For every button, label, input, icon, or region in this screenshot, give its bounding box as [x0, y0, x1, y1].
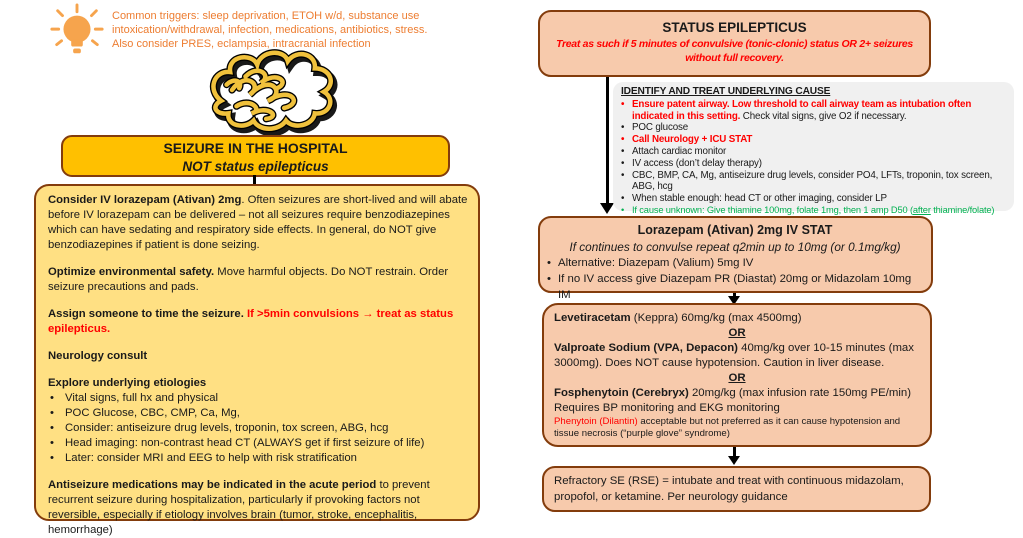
monitoring-line: Requires BP monitoring and EKG monitoring	[554, 402, 780, 414]
ensure-airway-bullet	[621, 99, 1006, 123]
time-seizure-paragraph	[48, 307, 468, 337]
cardiac-monitor-label: Attach cardiac monitor	[632, 145, 727, 157]
arrow-head-icon	[728, 456, 740, 465]
bullet-marker	[48, 451, 65, 466]
phenytoin-rest: acceptable but not preferred as it can cause hypotension and tissue necrosis (“purple glove” syndrome)	[554, 416, 901, 439]
ensure-airway-rest: Check vital signs, give O2 if necessary.	[740, 110, 907, 122]
bullet-marker	[547, 255, 558, 271]
common-triggers-note: Common triggers: sleep deprivation, ETOH w/d, substance use intoxication/withdrawal, infection, medications, antibiotics, stress. Also consider PRES, eclampsia, intracranial infection	[112, 10, 428, 51]
identify-treat-panel	[613, 82, 1014, 215]
list-item	[48, 391, 468, 406]
lorazepam-title: Lorazepam (Ativan) 2mg IV STAT	[637, 223, 833, 237]
bullet-marker	[621, 170, 632, 194]
bullet-marker	[621, 193, 632, 205]
bullet-marker	[621, 99, 632, 123]
antiseizure-meds-rest: to prevent recurrent seizure during hospitalization, particularly if provoking factors not reversible, especially if etiology involves brain (tumor, stroke, encephalitis, hemorrhage)	[48, 479, 430, 536]
or-divider: OR	[728, 327, 746, 339]
brain-icon	[188, 45, 348, 135]
poc-glucose-label: POC glucose	[632, 122, 689, 134]
levetiracetam-rest: (Keppra) 60mg/kg (max 4500mg)	[630, 312, 802, 324]
fosphenytoin-bold: Fosphenytoin (Cerebryx)	[554, 387, 689, 399]
neurology-consult-label: Neurology consult	[48, 350, 148, 362]
list-item	[48, 451, 468, 466]
bullet-marker	[48, 436, 65, 451]
seizure-body-box	[34, 184, 480, 536]
poc-glucose-bullet	[621, 122, 1006, 134]
imaging-bullet	[621, 193, 1006, 205]
status-epilepticus-box	[538, 10, 931, 77]
time-seizure-red-warning: If >5min convulsions → treat as status epilepticus.	[48, 308, 454, 335]
call-neurology-bullet	[621, 134, 1006, 146]
list-item	[48, 436, 468, 451]
bullet-marker	[48, 421, 65, 436]
lorazepam-box	[538, 216, 933, 301]
status-subtitle-post: 2+ seizures without full recovery.	[685, 38, 913, 64]
valproate-bold: Valproate Sodium (VPA, Depacon)	[554, 342, 738, 354]
consider-lorazepam-paragraph	[48, 193, 468, 253]
list-item-label: POC Glucose, CBC, CMP, Ca, Mg,	[65, 407, 240, 419]
labs-bullet	[621, 170, 1006, 194]
cardiac-monitor-bullet	[621, 146, 1006, 158]
phenytoin-note	[554, 416, 920, 440]
bullet-marker	[621, 146, 632, 158]
phenytoin-red: Phenytoin (Dilantin)	[554, 416, 638, 427]
status-subtitle	[548, 38, 921, 65]
status-title: STATUS EPILEPTICUS	[662, 20, 807, 35]
levetiracetam-line	[554, 311, 920, 326]
explore-etiologies-heading: Explore underlying etiologies	[48, 377, 207, 389]
consider-lorazepam-rest: . Often seizures are short-lived and will abate before IV lorazepam can be delivered – not all seizures require benzodiazepines which can have sedating and respiratory side effects. In general, do NOT give benzodiazepines if patient is done seizing.	[48, 194, 468, 251]
status-subtitle-pre: Treat as such if 5 minutes of convulsive (tonic-clonic) status	[556, 38, 842, 50]
seizure-header-box	[61, 135, 450, 177]
lightbulb-icon	[48, 2, 106, 64]
list-item	[48, 406, 468, 421]
list-item-label: Vital signs, full hx and physical	[65, 392, 219, 404]
ensure-airway-red: Ensure patent airway. Low threshold to call airway team as intubation often indicated in this setting.	[632, 98, 972, 122]
valproate-rest: 40mg/kg over 10-15 minutes (max 3000mg). Does NOT cause hypotension. Caution in liver disease.	[554, 342, 914, 369]
etiologies-section	[48, 376, 468, 466]
valproate-line	[554, 341, 920, 371]
list-item	[48, 421, 468, 436]
alternative-label: Alternative: Diazepam (Valium) 5mg IV	[558, 257, 754, 269]
optimize-safety-bold: Optimize environmental safety.	[48, 266, 215, 278]
fosphenytoin-rest: 20mg/kg (max infusion rate 150mg PE/min)	[688, 387, 912, 399]
call-neurology-label: Call Neurology + ICU STAT	[632, 134, 753, 146]
iv-access-bullet	[621, 158, 1006, 170]
arrow-head-icon	[600, 203, 614, 214]
list-item-label: Consider: antiseizure drug levels, troponin, tox screen, ABG, hcg	[65, 422, 389, 434]
unknown-cause-pre: If cause unknown: Give thiamine 100mg, folate 1mg, then 1 amp D50 (	[632, 204, 913, 215]
iv-access-label: IV access (don’t delay therapy)	[632, 157, 762, 169]
no-iv-label: If no IV access give Diazepam PR (Diastat) 20mg or Midazolam 10mg IM	[558, 273, 912, 301]
labs-label: CBC, BMP, CA, Mg, antiseizure drug levels, consider PO4, LFTs, troponin, tox screen, ABG, hcg	[632, 169, 993, 193]
status-subtitle-or: OR	[841, 38, 857, 50]
bullet-marker	[48, 391, 65, 406]
list-item-label: Head imaging: non-contrast head CT (ALWAYS get if first seizure of life)	[65, 437, 425, 449]
seizure-header-title: SEIZURE IN THE HOSPITAL	[163, 140, 348, 156]
optimize-safety-rest: Move harmful objects. Do NOT restrain. Order seizure precautions and pads.	[48, 266, 449, 293]
bullet-marker	[621, 134, 632, 146]
refractory-box	[542, 466, 931, 512]
consider-lorazepam-bold: Consider IV lorazepam (Ativan) 2mg	[48, 194, 242, 206]
seizure-header-subtitle: NOT status epilepticus	[182, 159, 329, 174]
optimize-safety-paragraph	[48, 265, 468, 295]
levetiracetam-bold: Levetiracetam	[554, 312, 631, 324]
unknown-cause-post: thiamine/folate)	[930, 204, 995, 215]
list-item-label: Later: consider MRI and EEG to help with risk stratification	[65, 452, 357, 464]
unknown-cause-bullet	[621, 205, 1006, 217]
antiseizure-meds-paragraph	[48, 478, 468, 538]
identify-treat-title: IDENTIFY AND TREAT UNDERLYING CAUSE	[621, 86, 831, 97]
bullet-marker	[621, 158, 632, 170]
bullet-marker	[547, 271, 558, 303]
alternative-bullet	[547, 255, 923, 271]
bullet-marker	[48, 406, 65, 421]
or-divider: OR	[728, 372, 746, 384]
time-seizure-bold: Assign someone to time the seizure.	[48, 308, 247, 320]
lorazepam-subtitle: If continues to convulse repeat q2min up to 10mg (or 0.1mg/kg)	[569, 240, 901, 254]
unknown-cause-after: after	[912, 204, 931, 215]
antiseizure-meds-bold: Antiseizure medications may be indicated in the acute period	[48, 479, 377, 491]
fosphenytoin-line	[554, 386, 920, 401]
bullet-marker	[621, 122, 632, 134]
bullet-marker	[621, 205, 632, 217]
arrow-shaft	[606, 77, 609, 205]
second-line-meds-box	[542, 303, 932, 447]
imaging-label: When stable enough: head CT or other imaging, consider LP	[632, 193, 887, 205]
refractory-text: Refractory SE (RSE) = intubate and treat with continuous midazolam, propofol, or ketamine. Per neurology guidance	[554, 475, 904, 503]
